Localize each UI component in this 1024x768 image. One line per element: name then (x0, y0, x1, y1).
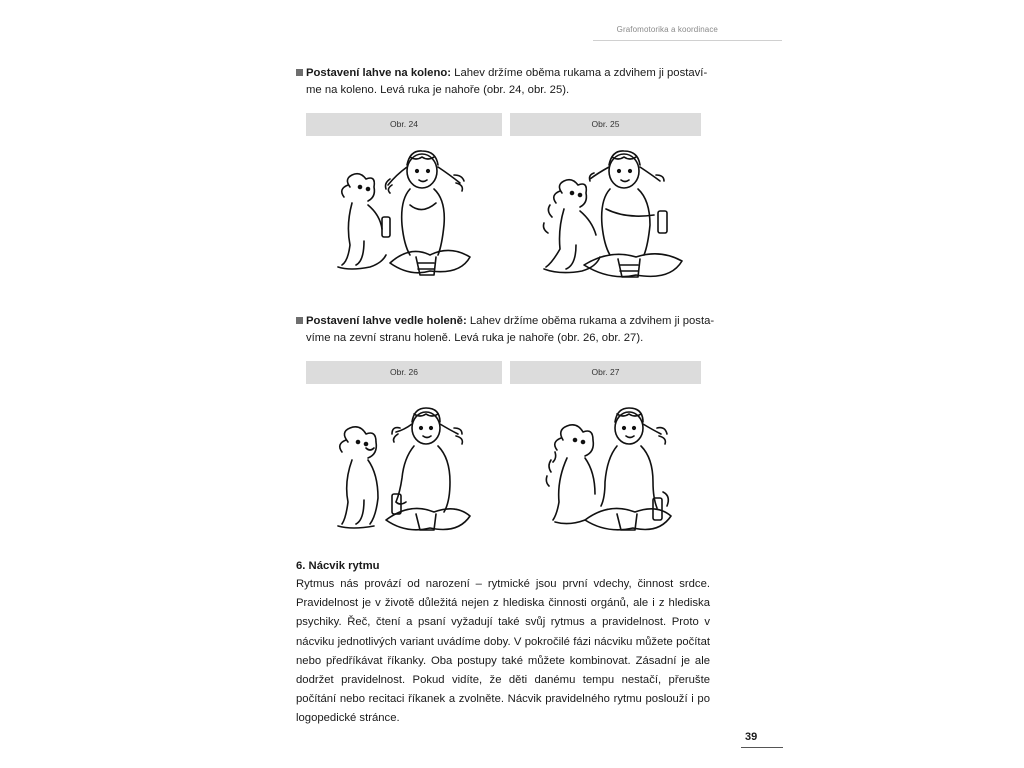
girl-with-dog-illustration-icon (330, 402, 480, 542)
figure-obr-24 (330, 145, 480, 285)
caption-obr-27: Obr. 27 (510, 361, 701, 384)
paragraph-text-continued: víme na zevní stranu holeně. Levá ruka je nahoře (obr. 26, obr. 27). (306, 332, 644, 344)
paragraph-bottle-beside-shin (296, 313, 716, 347)
paragraph-bottle-on-knee (296, 65, 716, 99)
section-heading: 6. Nácvik rytmu (296, 560, 380, 572)
bullet-square-icon (296, 317, 303, 324)
paragraph-text: Lahev držíme oběma rukama a zdvihem ji postaví- (451, 67, 708, 79)
page-number-rule (741, 747, 783, 748)
girl-with-dog-illustration-icon (540, 145, 690, 285)
paragraph-text: Lahev držíme oběma rukama a zdvihem ji posta- (466, 315, 715, 327)
paragraph-text-continued: me na koleno. Levá ruka je nahoře (obr. 24, obr. 25). (306, 84, 570, 96)
body-paragraph: Rytmus nás provází od narození – rytmické jsou první vdechy, činnost srdce. Pravidelnost je v životě důležitá nejen z hlediska činnosti orgánů, ale i z hlediska psychiky. Řeč, čtení a psaní vyžadují také svůj rytmus a pravidelnost. Proto v nácviku jednotlivých variant uvádíme doby. V pokročilé fázi nácviku můžete počítat nebo předříkávat říkanky. Oba postupy také můžete kombinovat. Zásadní je ale dodržet pravidelnost. Pokud vidíte, že děti danému tempu nestačí, přerušte počítání nebo recitaci říkanek a zvolněte. Nácvik pravidelného rytmu poslouží i po logopedické stránce. (296, 578, 710, 725)
page-number: 39 (745, 731, 758, 743)
figure-obr-27 (545, 402, 695, 542)
paragraph-lead: Postavení lahve na koleno: (306, 67, 452, 79)
running-head-rule (593, 40, 782, 41)
running-head: Grafomotorika a koordinace (616, 25, 718, 34)
bullet-square-icon (296, 69, 303, 76)
caption-obr-25: Obr. 25 (510, 113, 701, 136)
paragraph-lead: Postavení lahve vedle holeně: (306, 315, 467, 327)
caption-obr-26: Obr. 26 (306, 361, 502, 384)
girl-with-dog-illustration-icon (330, 145, 480, 285)
figure-obr-25 (540, 145, 690, 285)
figure-obr-26 (330, 402, 480, 542)
girl-with-dog-illustration-icon (545, 402, 695, 542)
caption-obr-24: Obr. 24 (306, 113, 502, 136)
